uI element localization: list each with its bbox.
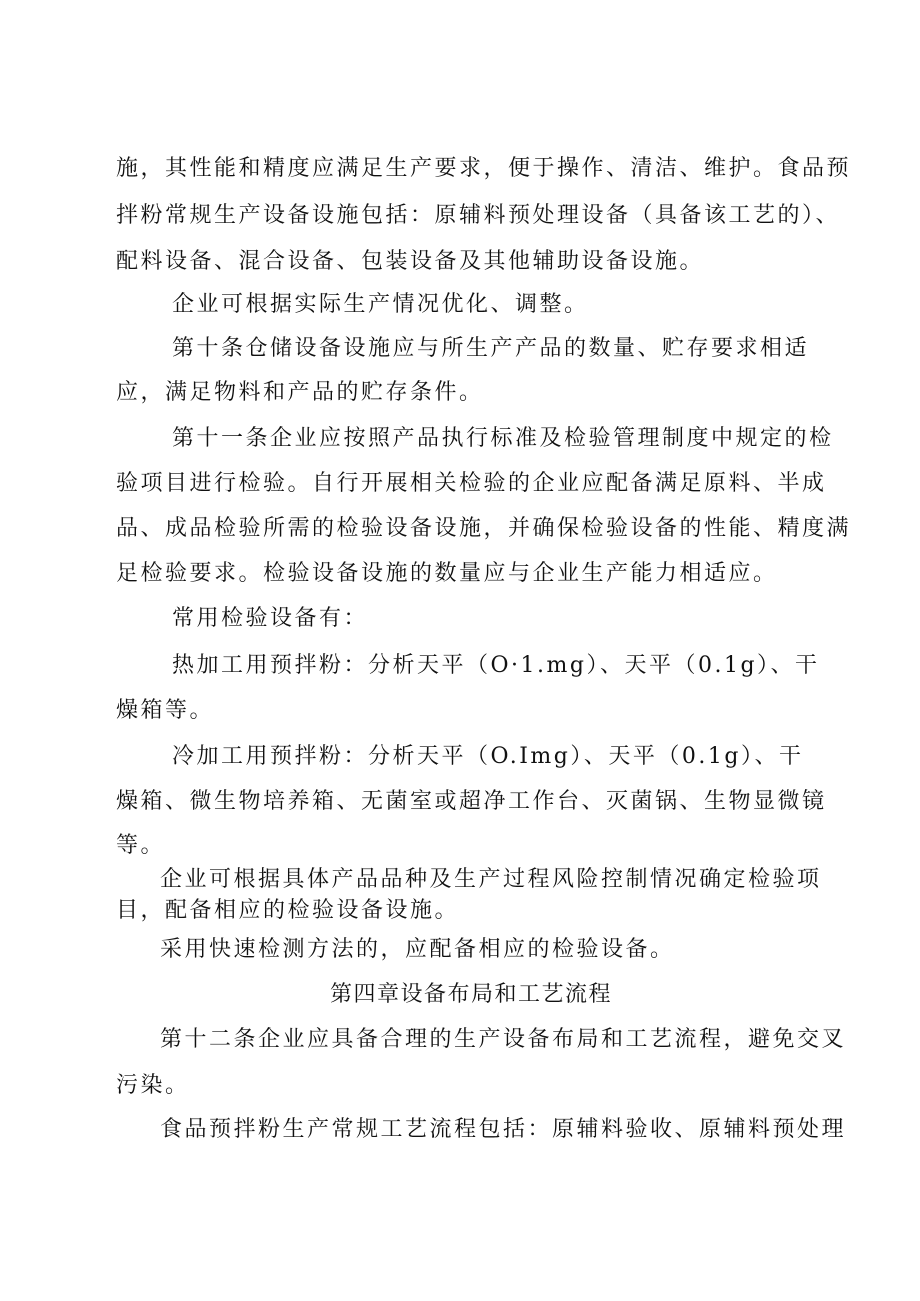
text-line: 燥箱等。	[116, 698, 215, 723]
text-line: 企业可根据具体产品品种及生产过程风险控制情况确定检验项	[160, 867, 822, 892]
text-line: 冷加工用预拌粉：分析天平（O.Img）、天平（0.1g）、干	[172, 744, 804, 769]
text-line: 第十二条企业应具备合理的生产设备布局和工艺流程，避免交叉	[160, 1027, 847, 1052]
chapter-heading: 第四章设备布局和工艺流程	[330, 982, 613, 1007]
text-line: 常用检验设备有：	[172, 606, 369, 631]
text-line: 等。	[116, 833, 166, 858]
text-line: 食品预拌粉生产常规工艺流程包括：原辅料验收、原辅料预处理	[160, 1117, 847, 1142]
text-line: 配料设备、混合设备、包装设备及其他辅助设备设施。	[116, 249, 705, 274]
text-line: 应，满足物料和产品的贮存条件。	[116, 380, 484, 405]
text-line: 目，配备相应的检验设备设施。	[116, 898, 460, 923]
text-line: 采用快速检测方法的，应配备相应的检验设备。	[160, 937, 675, 962]
text-line: 第十条仓储设备设施应与所生产产品的数量、贮存要求相适	[172, 336, 810, 361]
text-line: 污染。	[116, 1073, 190, 1098]
text-line: 品、成品检验所需的检验设备设施，并确保检验设备的性能、精度满	[116, 516, 852, 541]
text-line: 拌粉常规生产设备设施包括：原辅料预处理设备（具备该工艺的）、	[116, 203, 841, 228]
text-line: 足检验要求。检验设备设施的数量应与企业生产能力相适应。	[116, 561, 778, 586]
text-line: 企业可根据实际生产情况优化、调整。	[172, 292, 589, 317]
text-line: 第十一条企业应按照产品执行标准及检验管理制度中规定的检	[172, 426, 834, 451]
text-line: 燥箱、微生物培养箱、无菌室或超净工作台、灭菌锅、生物显微镜	[116, 789, 827, 814]
text-line: 施，其性能和精度应满足生产要求，便于操作、清洁、维护。食品预	[116, 156, 852, 181]
text-line: 热加工用预拌粉：分析天平（O·1.mg）、天平（0.1g）、干	[172, 653, 820, 678]
text-line: 验项目进行检验。自行开展相关检验的企业应配备满足原料、半成	[116, 471, 827, 496]
